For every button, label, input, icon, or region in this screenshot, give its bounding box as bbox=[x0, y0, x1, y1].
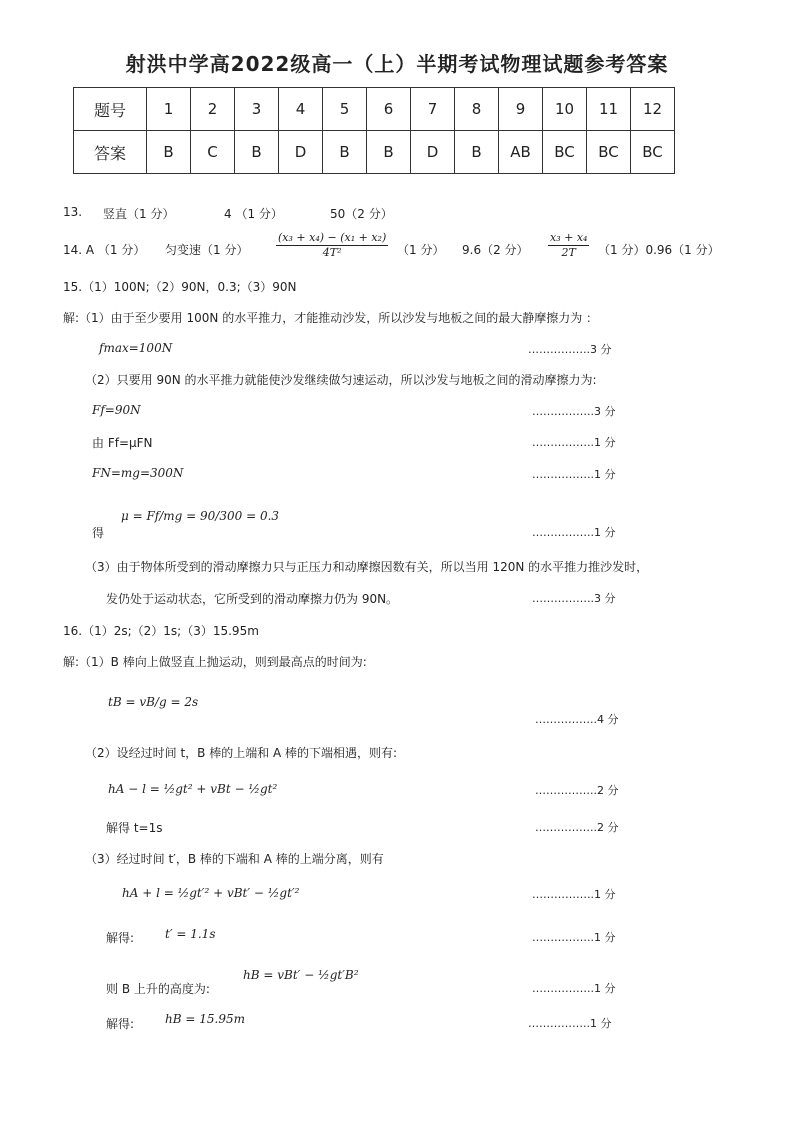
table-cell: 8 bbox=[455, 88, 499, 131]
q16-hb-result: hB = 15.95m bbox=[165, 1012, 245, 1026]
q15-line-2: fmax=100N bbox=[99, 341, 173, 355]
q16-tb-equation: tB = vB/g = 2s bbox=[108, 695, 199, 709]
table-cell: B bbox=[147, 131, 191, 174]
q16-line-4-score: ……………..2 分 bbox=[535, 784, 619, 797]
q16-line-8-score: ……………..1 分 bbox=[532, 931, 616, 944]
fraction-denominator: 4T² bbox=[322, 246, 342, 259]
table-cell: 5 bbox=[323, 88, 367, 131]
q16-answer: 16.（1）2s;（2）1s;（3）15.95m bbox=[63, 624, 259, 638]
q16-line-2-score: ……………..4 分 bbox=[535, 713, 619, 726]
q13-part-b: 4 （1 分） bbox=[224, 207, 283, 221]
q16-line-3: （2）设经过时间 t，B 棒的上端和 A 棒的下端相遇，则有: bbox=[85, 746, 398, 760]
q15-line-8: （3）由于物体所受到的滑动摩擦力只与正压力和动摩擦因数有关，所以当用 120N 的水平推力推沙发时， bbox=[85, 560, 649, 574]
table-cell: 1 bbox=[147, 88, 191, 131]
q16-line-8: 解得: bbox=[106, 931, 135, 945]
table-cell: BC bbox=[587, 131, 631, 174]
fraction-numerator: x₃ + x₄ bbox=[550, 231, 588, 244]
q14-score-1: （1 分） bbox=[397, 243, 445, 257]
q15-line-9: 发仍处于运动状态，它所受到的滑动摩擦力仍为 90N。 bbox=[106, 592, 399, 606]
table-cell: D bbox=[279, 131, 323, 174]
q16-separate-equation: hA + l = ½gt′² + vBt′ − ½gt′² bbox=[122, 886, 300, 900]
table-cell: B bbox=[323, 131, 367, 174]
q13-part-a: 竖直（1 分） bbox=[103, 207, 175, 221]
q15-line-1: 解:（1）由于至少要用 100N 的水平推力，才能推动沙发，所以沙发与地板之间的最大静摩擦力为 ： bbox=[63, 311, 599, 325]
table-cell: 11 bbox=[587, 88, 631, 131]
table-cell: 2 bbox=[191, 88, 235, 131]
table-cell: 12 bbox=[631, 88, 675, 131]
q14-fraction-1 bbox=[276, 231, 388, 260]
q15-line-7-prefix: 得 bbox=[92, 526, 105, 540]
q14-second: 匀变速（1 分） bbox=[165, 243, 249, 257]
q14-fraction-2 bbox=[548, 231, 589, 260]
table-cell: 4 bbox=[279, 88, 323, 131]
q15-line-4: Ff=90N bbox=[92, 403, 141, 417]
table-cell: 6 bbox=[367, 88, 411, 131]
table-cell: B bbox=[367, 131, 411, 174]
q16-line-10-score: ……………..1 分 bbox=[528, 1017, 612, 1030]
q16-hb-equation: hB = vBt′ − ½gt′B² bbox=[243, 968, 359, 982]
q14-tail: （1 分）0.96（1 分） bbox=[598, 243, 720, 257]
table-row-answers bbox=[74, 131, 675, 174]
q15-line-6: FN=mg=300N bbox=[92, 466, 184, 480]
q16-meet-equation: hA − l = ½gt² + vBt − ½gt² bbox=[108, 782, 278, 796]
table-cell: D bbox=[411, 131, 455, 174]
table-cell: B bbox=[455, 131, 499, 174]
q13-part-c: 50（2 分） bbox=[330, 207, 393, 221]
q16-line-9: 则 B 上升的高度为: bbox=[106, 982, 210, 996]
table-row-numbers bbox=[74, 88, 675, 131]
q14-value: 9.6（2 分） bbox=[462, 243, 529, 257]
table-cell: 10 bbox=[543, 88, 587, 131]
q15-line-9-score: ……………..3 分 bbox=[532, 592, 616, 605]
table-cell: 7 bbox=[411, 88, 455, 131]
q13-number: 13. bbox=[63, 205, 83, 219]
q16-line-5: 解得 t=1s bbox=[106, 821, 163, 835]
q16-line-5-score: ……………..2 分 bbox=[535, 821, 619, 834]
answer-label: 答案 bbox=[74, 131, 147, 174]
table-cell: AB bbox=[499, 131, 543, 174]
q16-line-7-score: ……………..1 分 bbox=[532, 888, 616, 901]
q16-line-1: 解:（1）B 棒向上做竖直上抛运动，则到最高点的时间为: bbox=[63, 655, 367, 669]
table-cell: BC bbox=[631, 131, 675, 174]
q15-line-2-score: ……………..3 分 bbox=[528, 343, 612, 356]
q15-line-5-score: ……………..1 分 bbox=[532, 436, 616, 449]
table-cell: 9 bbox=[499, 88, 543, 131]
q15-answer: 15.（1）100N;（2）90N，0.3;（3）90N bbox=[63, 280, 297, 294]
header-label: 题号 bbox=[74, 88, 147, 131]
q15-mu-equation: μ = Ff/mg = 90/300 = 0.3 bbox=[121, 509, 280, 523]
fraction-denominator: 2T bbox=[561, 246, 576, 259]
table-cell: C bbox=[191, 131, 235, 174]
table-cell: B bbox=[235, 131, 279, 174]
q15-line-6-score: ……………..1 分 bbox=[532, 468, 616, 481]
page-title: 射洪中学高2022级高一（上）半期考试物理试题参考答案 bbox=[125, 52, 669, 76]
q14-prefix: 14. A （1 分） bbox=[63, 243, 146, 257]
answer-table bbox=[73, 87, 675, 174]
q15-line-7-score: ……………..1 分 bbox=[532, 526, 616, 539]
q15-line-4-score: ……………..3 分 bbox=[532, 405, 616, 418]
q16-tprime-equation: t′ = 1.1s bbox=[165, 927, 216, 941]
q15-line-5: 由 Ff=μFN bbox=[92, 436, 153, 450]
q16-line-9-score: ……………..1 分 bbox=[532, 982, 616, 995]
q15-line-3: （2）只要用 90N 的水平推力就能使沙发继续做匀速运动，所以沙发与地板之间的滑动摩擦力为: bbox=[85, 373, 597, 387]
table-cell: 3 bbox=[235, 88, 279, 131]
q16-line-10: 解得: bbox=[106, 1017, 135, 1031]
fraction-numerator: (x₃ + x₄) − (x₁ + x₂) bbox=[278, 231, 387, 244]
q16-line-6: （3）经过时间 t′，B 棒的下端和 A 棒的上端分离，则有 bbox=[85, 852, 384, 866]
table-cell: BC bbox=[543, 131, 587, 174]
